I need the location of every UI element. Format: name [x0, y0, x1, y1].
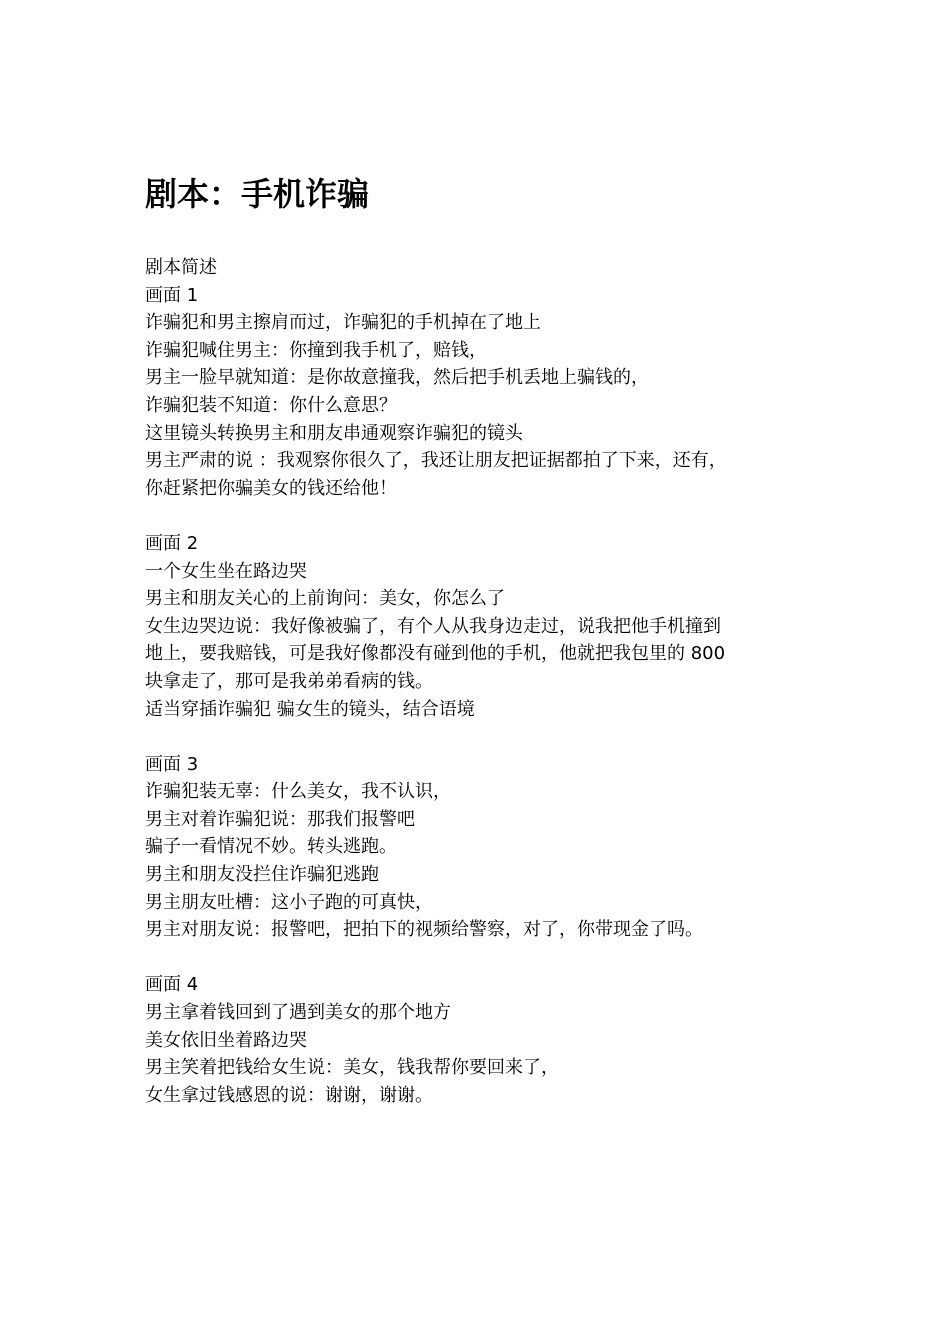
- scene-1: [145, 282, 825, 503]
- script-line: 诈骗犯装不知道：你什么意思？: [145, 394, 397, 416]
- script-line: 一个女生坐在路边哭: [145, 560, 307, 582]
- script-line: 男主一脸早就知道：是你故意撞我，然后把手机丢地上骗钱的，: [145, 367, 649, 389]
- paragraph-spacer: [145, 723, 825, 751]
- script-line: 男主拿着钱回到了遇到美女的那个地方: [145, 1002, 451, 1024]
- script-body: [145, 254, 825, 1109]
- script-line: 地上，要我赔钱，可是我好像都没有碰到他的手机，他就把我包里的 800: [145, 643, 726, 665]
- script-line: 男主和朋友关心的上前询问：美女，你怎么了: [145, 588, 505, 610]
- paragraph-spacer: [145, 502, 825, 530]
- summary-heading: 剧本简述: [145, 257, 217, 278]
- script-line: 骗子一看情况不妙。转头逃跑。: [145, 836, 397, 858]
- script-line: 女生边哭边说：我好像被骗了，有个人从我身边走过，说我把他手机撞到: [145, 615, 721, 637]
- script-line: 男主笑着把钱给女生说：美女，钱我帮你要回来了，: [145, 1057, 559, 1079]
- script-line: 诈骗犯装无辜：什么美女，我不认识，: [145, 781, 451, 803]
- script-line: 男主和朋友没拦住诈骗犯逃跑: [145, 864, 379, 886]
- script-line: 男主对朋友说：报警吧，把拍下的视频给警察，对了，你带现金了吗。: [145, 919, 703, 941]
- scene-heading: 画面 4: [145, 974, 199, 996]
- script-line: 男主朋友吐槽：这小子跑的可真快，: [145, 891, 433, 913]
- scene-4: [145, 971, 825, 1109]
- script-line: 诈骗犯喊住男主：你撞到我手机了，赔钱，: [145, 339, 487, 361]
- script-line: 诈骗犯和男主擦肩而过，诈骗犯的手机掉在了地上: [145, 312, 541, 334]
- script-line: 男主对着诈骗犯说：那我们报警吧: [145, 808, 415, 830]
- script-line: 美女依旧坐着路边哭: [145, 1029, 307, 1051]
- scene-2: [145, 530, 825, 723]
- page-title: 剧本：手机诈骗: [145, 175, 370, 213]
- script-line: 这里镜头转换男主和朋友串通观察诈骗犯的镜头: [145, 422, 523, 444]
- script-line: 适当穿插诈骗犯 骗女生的镜头，结合语境: [145, 698, 475, 720]
- script-line: 女生拿过钱感恩的说：谢谢，谢谢。: [145, 1084, 433, 1106]
- paragraph-spacer: [145, 944, 825, 972]
- scene-heading: 画面 3: [145, 753, 199, 775]
- script-line: 你赶紧把你骗美女的钱还给他！: [145, 477, 397, 499]
- script-line: 块拿走了，那可是我弟弟看病的钱。: [145, 670, 433, 692]
- scene-3: [145, 751, 825, 944]
- scene-heading: 画面 1: [145, 284, 199, 306]
- scene-heading: 画面 2: [145, 532, 199, 554]
- script-line: 男主严肃的说 ：我观察你很久了，我还让朋友把证据都拍了下来，还有，: [145, 450, 727, 472]
